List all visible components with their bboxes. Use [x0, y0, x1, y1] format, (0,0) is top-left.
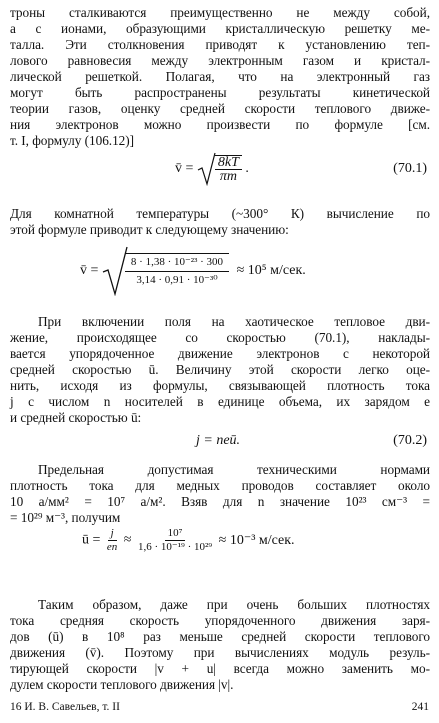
eq3-rhs: ≈ 10⁻³ м/сек.	[218, 533, 295, 548]
footer-signature: 16 И. В. Савельев, т. II	[10, 701, 120, 713]
text-line: теории газов, оценку средней скорости теплового движе-	[10, 101, 430, 116]
text-line: Для комнатной температуры (~300° К) вычисление по	[10, 206, 430, 221]
eq3-lhs: ū =	[82, 532, 101, 548]
text-line: Таким образом, даже при очень больших плотностях	[38, 597, 430, 612]
text-line: тирующей скорости |v + u| всегда можно заменить мо-	[10, 661, 430, 676]
text-line: и средней скоростью ū:	[10, 410, 142, 425]
text-line: плотность тока для медных проводов составляет около	[10, 478, 430, 493]
text-line: ния электронов можно произвести по формуле [см.	[10, 117, 430, 132]
text-line: вается упорядоченное движение электронов с некоторой	[10, 346, 430, 361]
text-line: При включении поля на хаотическое тепловое дви-	[38, 314, 430, 329]
text-line: дулем скорости теплового движения |v|.	[10, 677, 234, 692]
text-line: т. I, формулу (106.12)]	[10, 133, 135, 148]
eq3-denominator-1: en	[106, 541, 118, 553]
text-line: этой формуле приводит к следующему значению:	[10, 222, 289, 237]
eq3-numerator-2: 10⁷	[165, 527, 186, 541]
text-line: талла. Эти столкновения приводят к установлению теп-	[10, 37, 430, 52]
text-line: дов (ū) в 10⁸ раз меньше средней скорости теплового	[10, 629, 430, 644]
eq1-denominator: πm	[219, 169, 237, 184]
text-line: средней скоростью ū. Величину этой скорости легко оце-	[10, 362, 430, 377]
eq3-fraction-1	[104, 527, 120, 554]
equation-u	[82, 527, 295, 554]
eq1-tail: .	[245, 161, 249, 176]
calc-lhs: v̄ =	[80, 263, 99, 278]
eq3-approx: ≈	[123, 532, 132, 548]
text-line: могут быть распространены результаты кинетической	[10, 85, 430, 100]
equation-number: (70.2)	[393, 433, 427, 448]
eq1-fraction	[215, 155, 242, 183]
calc-fraction	[125, 253, 229, 289]
text-line: нить, исходя из формулы, связывающей плотность тока	[10, 378, 430, 393]
text-line: 10 а/мм² = 10⁷ а/м². Взяв для n значение 10²³ см⁻³ =	[10, 494, 430, 509]
eq1-numerator: 8kT	[215, 156, 242, 170]
text-line: жение, происходящее со скоростью (70.1), наклады-	[10, 330, 430, 345]
text-line: движения (v̄). Поэтому при вычислениях модуль резуль-	[10, 645, 430, 660]
text-line: лового равновесия между электронным газом и кристал-	[10, 53, 430, 68]
calc-rhs: ≈ 10⁵ м/сек.	[236, 263, 306, 278]
eq3-denominator-2: 1,6 · 10⁻¹⁹ · 10²⁹	[137, 541, 213, 553]
text-line: j с числом n носителей в единице объема, их зарядом e	[10, 394, 430, 409]
text-line: лической решеткой. Полагая, что на электронный газ	[10, 69, 430, 84]
text-line: троны сталкиваются преимущественно не между собой,	[10, 5, 430, 20]
equation-70-2: j = neū.	[196, 433, 241, 448]
text-line: Предельная допустимая техническими нормами	[38, 462, 430, 477]
eq3-fraction-2	[135, 527, 215, 554]
page-number: 241	[411, 701, 429, 713]
calc-numerator: 8 · 1,38 · 10⁻²³ · 300	[125, 254, 229, 272]
calc-denominator: 3,14 · 0,91 · 10⁻³⁰	[136, 274, 218, 286]
equation-number: (70.1)	[393, 161, 427, 176]
text-line: = 10²⁹ м⁻³, получим	[10, 510, 121, 525]
text-line: а с ионами, образующими кристаллическую решетку ме-	[10, 21, 430, 36]
eq1-lhs: v̄ =	[175, 161, 194, 176]
equation-calculation	[80, 246, 306, 296]
text-line: тока средняя скорость упорядоченного движения заря-	[10, 613, 430, 628]
radical-sign	[197, 152, 217, 186]
eq3-numerator-1: j	[108, 527, 117, 541]
equation-70-1	[175, 152, 249, 186]
